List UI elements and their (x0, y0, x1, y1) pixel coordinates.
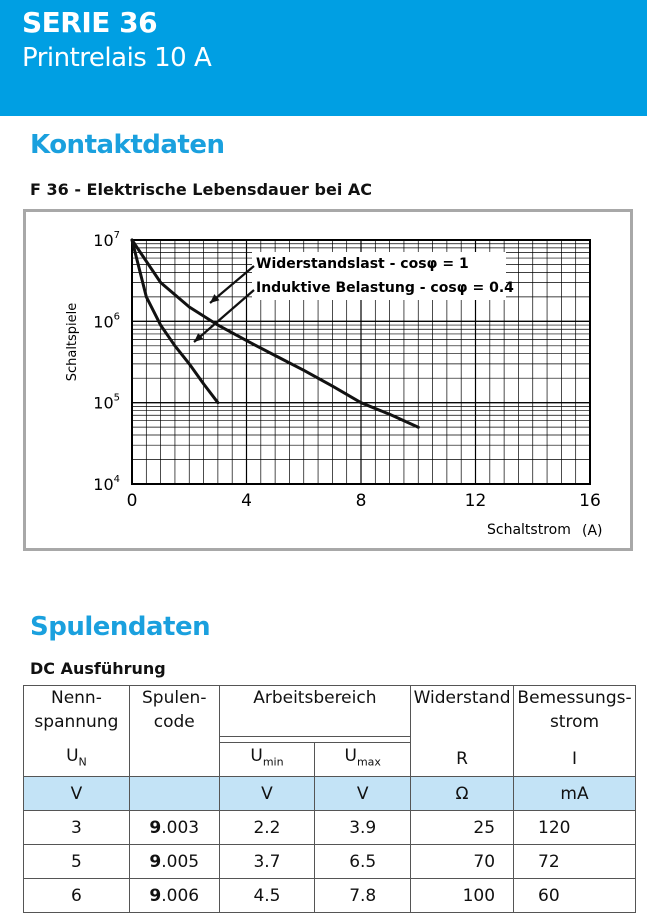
symbol-umin: $U_{min}$ (219, 743, 315, 777)
cell-i: 60 (514, 879, 636, 913)
cell-umax: 6.5 (315, 845, 411, 879)
section-title-coil: Spulendaten (30, 612, 211, 642)
unit-r: Ω (411, 777, 514, 811)
legend-label-induktiv: Induktive Belastung - cosφ = 0.4 (256, 280, 514, 296)
x-axis-label: Schaltstrom (487, 522, 571, 538)
coil-data-table (23, 685, 636, 913)
x-tick-label: 4 (241, 491, 252, 511)
cell-code: 9.006 (129, 879, 219, 913)
x-tick-label: 8 (355, 491, 367, 511)
header-banner (0, 0, 647, 116)
unit-umin: V (219, 777, 315, 811)
header-arbeitsbereich: Arbeitsbereich (219, 686, 410, 737)
table-header-row (24, 686, 636, 737)
cell-umin: 4.5 (219, 879, 315, 913)
cell-un: 5 (24, 845, 130, 879)
x-tick-label: 12 (464, 491, 487, 511)
header-bemessungsstrom: Bemessungs- strom (514, 686, 636, 743)
cell-un: 6 (24, 879, 130, 913)
table-row (24, 845, 636, 879)
chart-frame (23, 209, 633, 551)
cell-i: 72 (514, 845, 636, 879)
cell-r: 25 (411, 811, 514, 845)
series-title: SERIE 36 (22, 6, 158, 39)
x-tick-label: 16 (579, 491, 601, 511)
y-tick-label: $10^4$ (93, 474, 120, 494)
symbol-i: I (514, 743, 636, 777)
lifetime-chart (26, 212, 630, 548)
table-row (24, 811, 636, 845)
cell-r: 100 (411, 879, 514, 913)
cell-i: 120 (514, 811, 636, 845)
table-symbol-row (24, 743, 636, 777)
table-row (24, 879, 636, 913)
header-nennspannung: Nenn- spannung (24, 686, 130, 743)
cell-umin: 2.2 (219, 811, 315, 845)
x-tick-label: 0 (126, 491, 138, 511)
unit-un: V (24, 777, 130, 811)
symbol-umax: $U_{max}$ (315, 743, 411, 777)
table-caption: DC Ausführung (30, 659, 166, 678)
unit-code (129, 777, 219, 811)
header-widerstand: Widerstand (411, 686, 514, 743)
symbol-code (129, 743, 219, 777)
table-unit-row (24, 777, 636, 811)
y-tick-label: $10^6$ (93, 311, 120, 332)
chart-caption: F 36 - Elektrische Lebensdauer bei AC (30, 180, 372, 199)
symbol-un: $U_N$ (24, 743, 130, 777)
cell-r: 70 (411, 845, 514, 879)
section-title-contact: Kontaktdaten (30, 130, 225, 160)
cell-code: 9.005 (129, 845, 219, 879)
header-spulencode: Spulen- code (129, 686, 219, 743)
unit-umax: V (315, 777, 411, 811)
legend-label-widerstandslast: Widerstandslast - cosφ = 1 (256, 256, 469, 272)
symbol-r: R (411, 743, 514, 777)
y-axis-label: Schaltspiele (65, 302, 80, 382)
y-tick-label: $10^7$ (93, 230, 120, 250)
cell-un: 3 (24, 811, 130, 845)
cell-umax: 3.9 (315, 811, 411, 845)
cell-umin: 3.7 (219, 845, 315, 879)
x-axis-unit: (A) (582, 523, 603, 539)
cell-code: 9.003 (129, 811, 219, 845)
cell-umax: 7.8 (315, 879, 411, 913)
unit-i: mA (514, 777, 636, 811)
y-tick-label: $10^5$ (93, 392, 120, 413)
product-title: Printrelais 10 A (22, 43, 212, 73)
